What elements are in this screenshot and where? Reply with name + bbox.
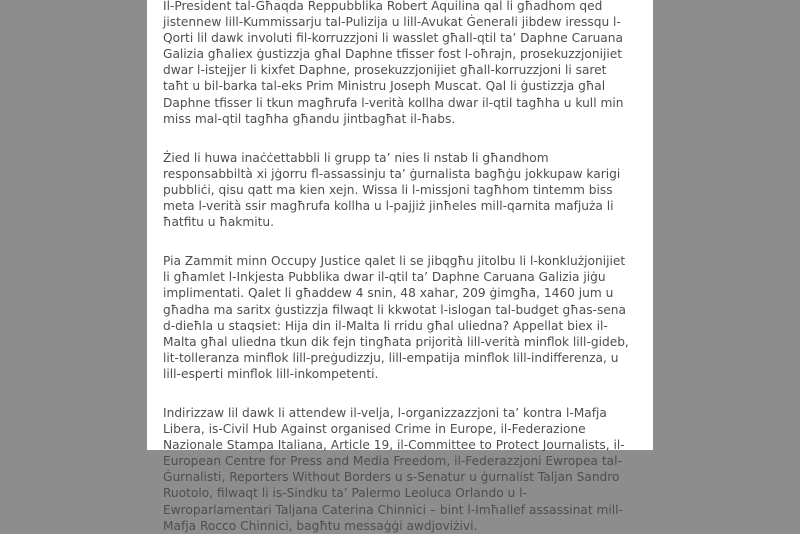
article-body <box>147 0 653 533</box>
article-paragraph-4: Indirizzaw lil dawk li attendew il-velja, l-organizzazzjoni ta’ kontra l-Mafja Libera, is-Civil Hub Against organised Crime in Europe, il-Federazione Nazionale Stampa Italiana, Article 19, il-Committee to Protect Journalists, il-European Centre for Press and Media Freedom, il-Federazzjoni Ewropea tal-Ġurnalisti, Reporters Without Borders u s-Senatur u ġurnalist Taljan Sandro Ruotolo, filwaqt li is-Sindku ta’ Palermo Leoluca Orlando u l-Ewroparlamentari Taljana Caterina Chinnici – bint l-Imħallef assassinat mill-Mafja Rocco Chinnici, bagħtu messaġġi awdjoviżivi. <box>163 405 625 533</box>
article-paragraph-3: Pia Zammit minn Occupy Justice qalet li se jibqgħu jitolbu li l-konklużjonijiet li għamlet l-Inkjesta Pubblika dwar il-qtil ta’ Daphne Caruana Galizia jiġu implimentati. Qalet li għaddew 4 snin, 48 xahar, 209 ġimgħa, 1460 jum u għadha ma saritx ġustizzja filwaqt li kkwotat l-islogan tal-budget għas-sena d-dieħla u staqsiet: Hija din il-Malta li rridu għal uliedna? Appellat biex il-Malta għal uliedna tkun dik fejn tingħata prijorità lill-verità minflok lill-gideb, lit-tolleranza minflok lill-preġudizzju, lill-empatija minflok lill-indifferenza, u lill-esperti minflok lill-inkompetenti. <box>163 254 629 381</box>
article-paragraph-2: Żied li huwa inaċċettabbli li grupp ta’ nies li nstab li għandhom responsabbiltà xi jġorru fl-assassinju ta’ ġurnalista bagħġu jokkupaw karigi pubbliċi, qisu qatt ma kien xejn. Wissa li l-missjoni tagħhom tintemm biss meta l-verità ssir magħrufa kollha u l-pajjiż jinħeles mill-qarnita mafjuża li ħatfitu u ħakmitu. <box>163 150 621 230</box>
article-paragraph-1: Il-President tal-Għaqda Reppubblika Robert Aquilina qal li għadhom qed jistennew lill-Kummissarju tal-Pulizija u lill-Avukat Ġenerali jibdew iressqu l-Qorti lil dawk involuti fil-korruzzjoni li wasslet għall-qtil ta’ Daphne Caruana Galizia għaliex ġustizzja għal Daphne tfisser fost l-oħrajn, prosekuzzjonijiet dwar l-istejjer li kixfet Daphne, prosekuzzjonijiet għall-korruzzjoni li saret taħt u bil-barka tal-eks Prim Ministru Joseph Muscat. Qal li ġustizzja għal Daphne tfisser li tkun magħrufa l-verità kollha dwar il-qtil tagħha u kull min miss mal-qtil tagħha għandu jintbagħat il-ħabs. <box>163 0 624 126</box>
